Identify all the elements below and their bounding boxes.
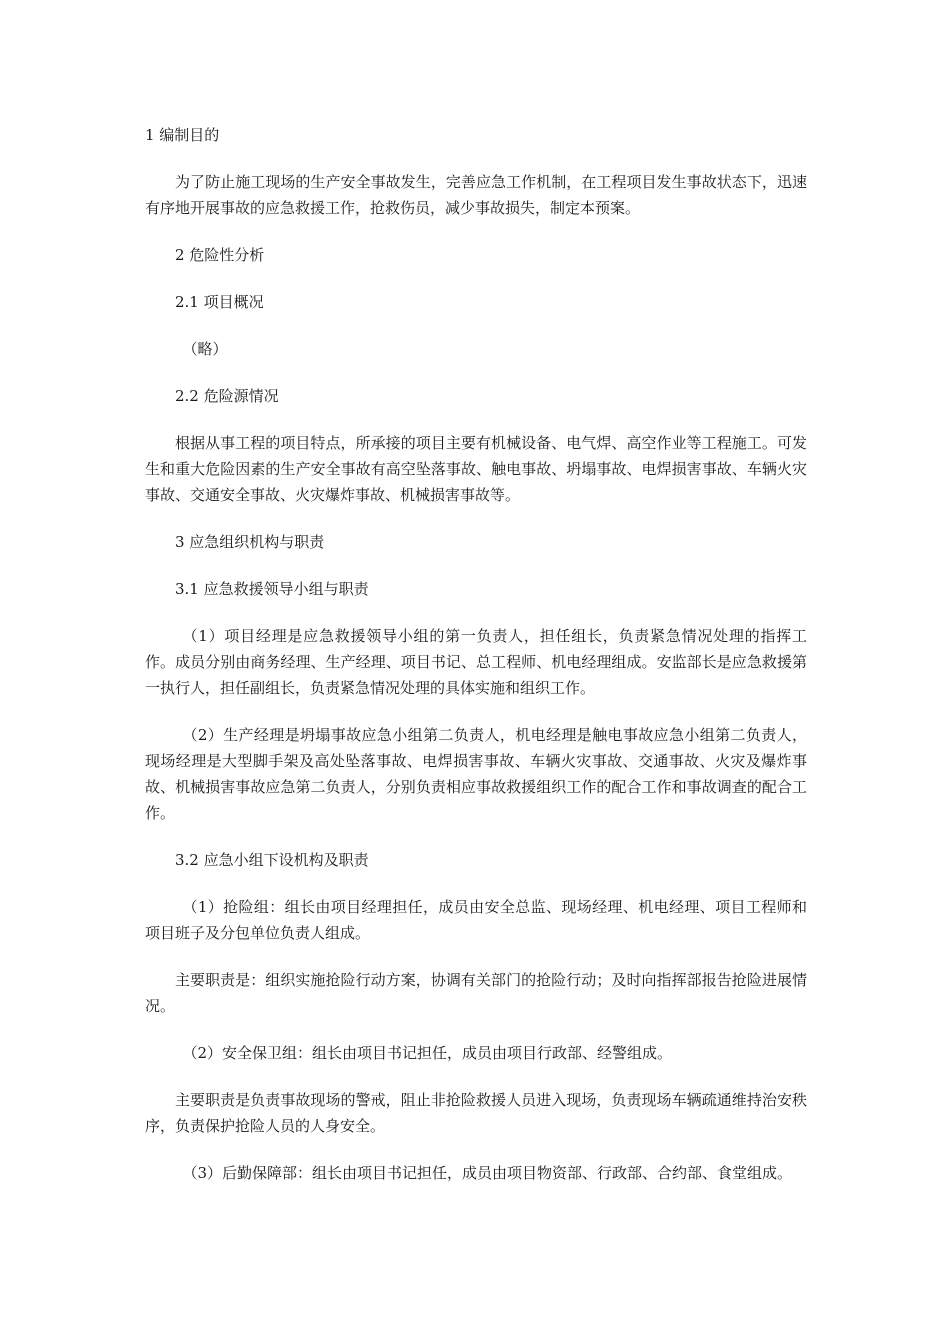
paragraph-hazard-sources: 根据从事工程的项目特点，所承接的项目主要有机械设备、电气焊、高空作业等工程施工。可发生和重大危险因素的生产安全事故有高空坠落事故、触电事故、坍塌事故、电焊损害事故、车辆火灾事故、交通安全事故、火灾爆炸事故、机械损害事故等。: [145, 434, 807, 504]
paragraph-security-duties: 主要职责是负责事故现场的警戒，阻止非抢险救援人员进入现场，负责现场车辆疏通维持治安秩序，负责保护抢险人员的人身安全。: [145, 1091, 807, 1135]
section-heading-3: 3 应急组织机构与职责: [175, 533, 325, 551]
paragraph-rescue-duties: 主要职责是：组织实施抢险行动方案，协调有关部门的抢险行动；及时向指挥部报告抢险进展情况。: [145, 971, 807, 1015]
list-item-leader-group-1: （1）项目经理是应急救援领导小组的第一负责人，担任组长，负责紧急情况处理的指挥工作。成员分别由商务经理、生产经理、项目书记、总工程师、机电经理组成。安监部长是应急救援第一执行人，担任副组长，负责紧急情况处理的具体实施和组织工作。: [145, 627, 807, 697]
list-item-security-team: （2）安全保卫组：组长由项目书记担任，成员由项目行政部、经警组成。: [182, 1044, 673, 1062]
subsection-heading-2-2: 2.2 危险源情况: [175, 387, 279, 405]
paragraph-purpose: 为了防止施工现场的生产安全事故发生，完善应急工作机制，在工程项目发生事故状态下，迅速有序地开展事故的应急救援工作，抢救伤员，减少事故损失，制定本预案。: [145, 173, 807, 217]
section-heading-1: 1 编制目的: [145, 126, 220, 144]
list-item-leader-group-2: （2）生产经理是坍塌事故应急小组第二负责人，机电经理是触电事故应急小组第二负责人，现场经理是大型脚手架及高处坠落事故、电焊损害事故、车辆火灾事故、交通事故、火灾及爆炸事故、机械损害事故应急第二负责人，分别负责相应事故救援组织工作的配合工作和事故调查的配合工作。: [145, 726, 807, 822]
subsection-heading-3-1: 3.1 应急救援领导小组与职责: [175, 580, 369, 598]
section-heading-2: 2 危险性分析: [175, 246, 265, 264]
list-item-logistics-team: （3）后勤保障部：组长由项目书记担任，成员由项目物资部、行政部、合约部、食堂组成。: [182, 1164, 793, 1182]
subsection-heading-3-2: 3.2 应急小组下设机构及职责: [175, 851, 369, 869]
subsection-heading-2-1: 2.1 项目概况: [175, 293, 264, 311]
list-item-rescue-team: （1）抢险组：组长由项目经理担任，成员由安全总监、现场经理、机电经理、项目工程师和项目班子及分包单位负责人组成。: [145, 898, 807, 942]
paragraph-omitted-note: （略）: [182, 340, 228, 358]
document-body: [145, 122, 807, 1207]
